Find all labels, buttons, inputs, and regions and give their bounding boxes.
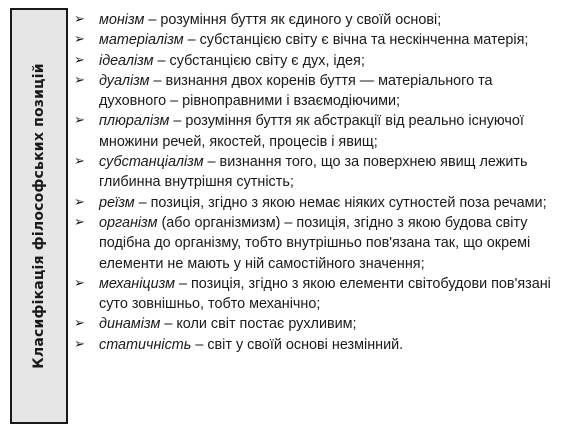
list-item-description: – світ у своїй основі незмінний. [191,336,404,353]
list-item-description: – визнання двох коренів буття — матеріального та духовного – рівноправними і взаємодіючими; [99,72,493,110]
arrow-bullet-icon: ➢ [74,336,85,352]
arrow-bullet-icon: ➢ [74,275,85,291]
arrow-bullet-icon: ➢ [74,72,85,88]
list-item [73,274,557,315]
list-item [73,71,557,112]
arrow-bullet-icon: ➢ [74,214,85,230]
arrow-bullet-icon: ➢ [74,154,85,170]
list-item-description: (або організмизм) – позиція, згідно з якою будова світу подібна до організму, тобто внутрішньо пов'язана так, що окремі елементи не мають у ній самостійного значення; [99,214,531,272]
list-item-term: монізм [99,12,145,28]
list-item [73,10,557,30]
list-item-description: – визнання того, що за поверхнею явищ лежить глибинна внутрішня сутність; [99,154,528,191]
arrow-bullet-icon: ➢ [74,113,85,129]
list-item [73,51,557,71]
list-item-description: – коли світ постає рухливим; [160,316,357,333]
list-item-term: субстанціалізм [99,154,204,171]
list-item-term: статичність [99,336,192,353]
list-item-term: ідеалізм [99,52,154,69]
list-item-description: – розуміння буття як абстракції від реально існуючої множини речей, якостей, процесів і явищ; [99,113,524,150]
list-item-term: матеріалізм [99,32,184,49]
list-item-term: дуалізм [99,72,150,89]
list-item-term: механіцизм [99,275,176,292]
arrow-bullet-icon: ➢ [74,194,85,210]
list-item [73,30,557,50]
list-item [73,335,557,355]
arrow-bullet-icon: ➢ [74,316,85,332]
list-item [73,314,557,334]
list-item-term: реїзм [99,194,135,211]
list-item-description: – позиція, згідно з якою немає ніяких сутностей поза речами; [134,194,547,211]
positions-list [73,10,557,355]
list-item-description: – субстанцією світу є дух, ідея; [153,52,365,69]
list-item [73,152,557,193]
list-item-description: – позиція, згідно з якою елементи світобудови пов'язані суто зовнішньо, тобто механічно; [99,275,551,313]
side-title: Класифікація філософських позицій [31,63,47,369]
list-item-term: динамізм [99,316,161,333]
list-item-term: організм [99,214,158,231]
list-item [73,213,557,274]
arrow-bullet-icon: ➢ [74,52,85,68]
list-item [73,193,557,213]
list-item [73,111,557,152]
arrow-bullet-icon: ➢ [74,12,85,27]
list-item-description: – розуміння буття як єдиного у своїй основі; [144,12,442,28]
arrow-bullet-icon: ➢ [74,32,85,48]
list-item-description: – субстанцією світу є вічна та нескінченна матерія; [183,32,529,49]
list-item-term: плюралізм [99,113,170,130]
classification-frame [10,8,68,424]
